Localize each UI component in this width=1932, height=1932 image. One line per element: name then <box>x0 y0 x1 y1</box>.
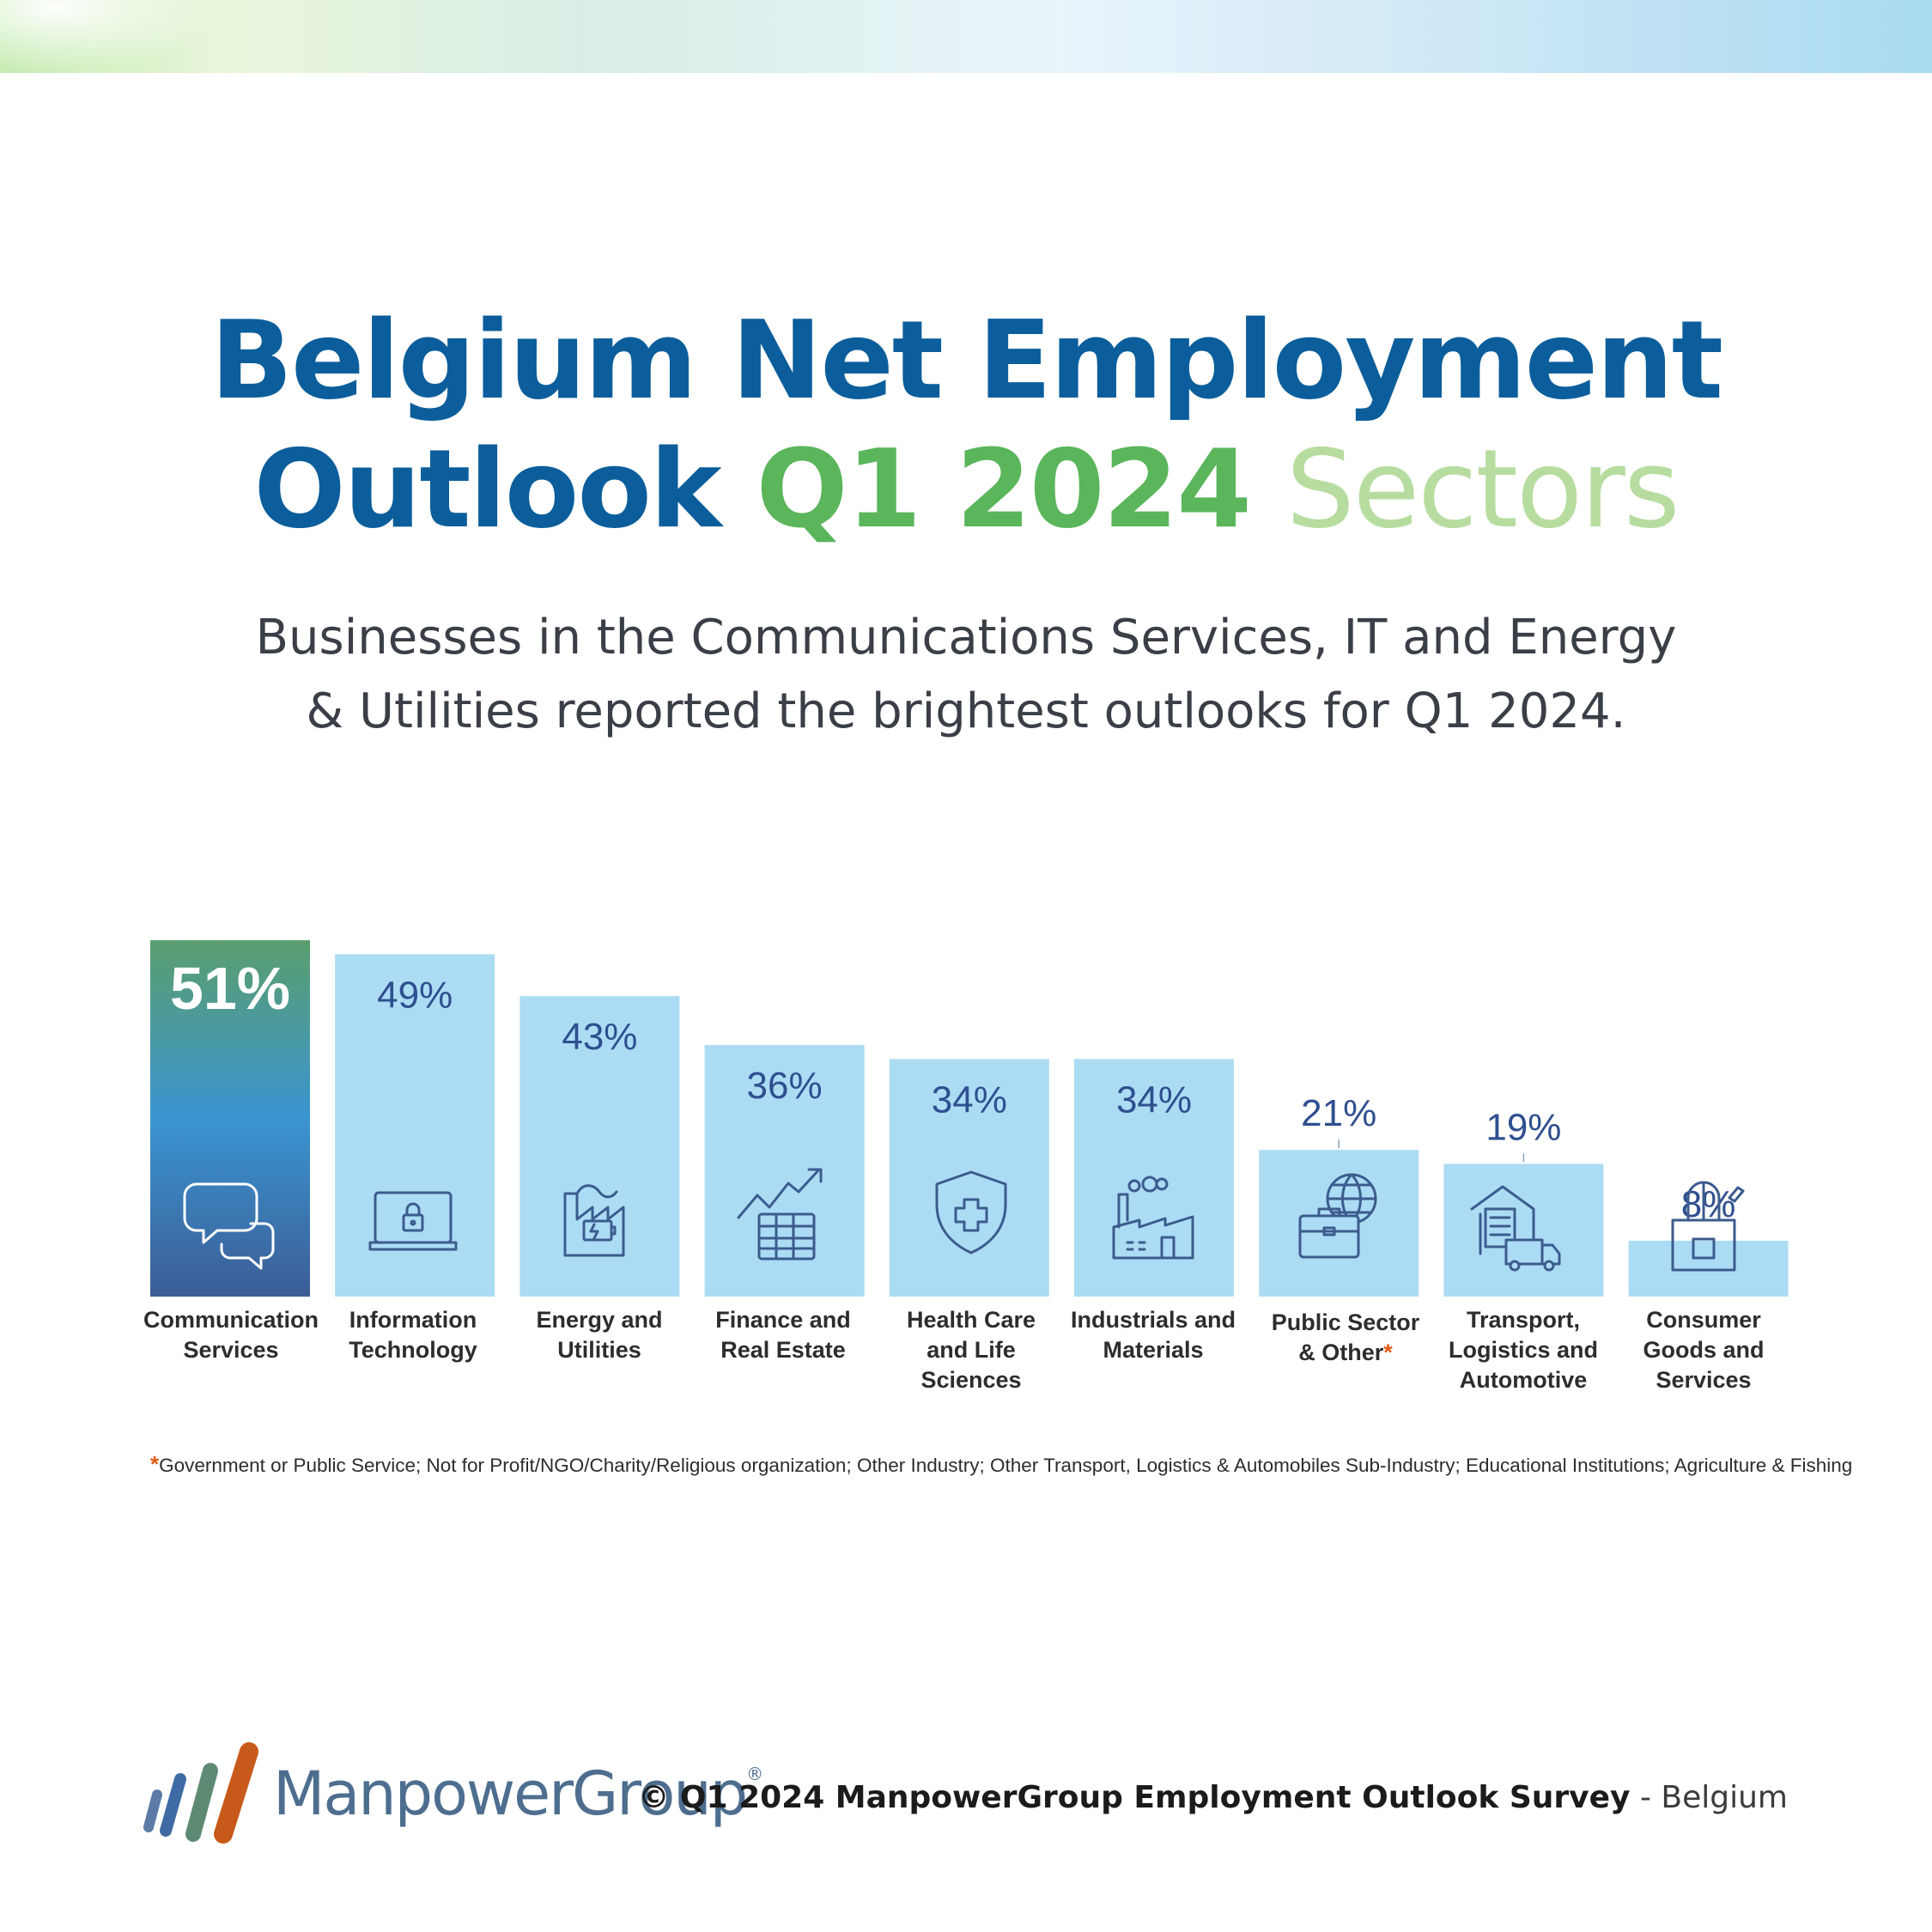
label-line: Services <box>1656 1367 1752 1393</box>
bar-value-label: 19% <box>1485 1106 1562 1149</box>
category-label-public-sector <box>1255 1308 1436 1368</box>
label-line: Industrials and <box>1070 1307 1236 1333</box>
footnote-text: Government or Public Service; Not for Profit/NGO/Charity/Religious organization; Other Industry; Other Transport, Logistics & Automobiles Sub-Industry; Educational Institutions; Agriculture & Fishing <box>159 1455 1853 1476</box>
label-line: Real Estate <box>720 1337 846 1363</box>
label-line: Communication <box>143 1307 319 1333</box>
footnote-asterisk: * <box>150 1451 160 1477</box>
label-line: Goods and <box>1643 1337 1765 1363</box>
registered-mark: ® <box>746 1764 764 1784</box>
label-line: Transport, <box>1466 1307 1581 1333</box>
bar-value-label: 51% <box>169 955 291 1022</box>
title-line-2 <box>0 425 1932 554</box>
label-line: Information <box>349 1307 477 1333</box>
label-text: & Other <box>1298 1340 1384 1365</box>
category-label-health-care <box>881 1305 1061 1395</box>
category-label-finance-real-estate <box>693 1305 873 1365</box>
label-line: Services <box>183 1337 279 1363</box>
bar-value-label: 49% <box>377 974 453 1017</box>
label-line: Materials <box>1103 1337 1204 1363</box>
bar-value-label: 34% <box>1115 1078 1193 1121</box>
label-line: Automotive <box>1459 1367 1588 1393</box>
bar-value-label: 43% <box>562 1016 638 1059</box>
title-sectors: Sectors <box>1285 426 1679 552</box>
category-label-industrials-materials <box>1063 1305 1243 1365</box>
subtitle-line-1: Businesses in the Communications Services, IT and Energy <box>255 610 1677 665</box>
title-line-1: Belgium Net Employment <box>210 297 1722 423</box>
label-line: Public Sector <box>1271 1309 1420 1335</box>
label-line: Logistics and <box>1448 1337 1599 1363</box>
label-line: Sciences <box>920 1367 1022 1393</box>
title-outlook: Outlook <box>253 426 720 552</box>
subtitle-line-2: & Utilities reported the brightest outlooks for Q1 2024. <box>306 683 1626 739</box>
page-title <box>0 296 1932 554</box>
category-label-transport <box>1433 1305 1613 1395</box>
top-gradient-band <box>0 0 1932 73</box>
label-line: Health Care <box>906 1307 1036 1333</box>
label-line: Consumer <box>1646 1307 1761 1333</box>
label-line <box>1255 1338 1436 1368</box>
category-label-energy-utilities <box>509 1305 690 1365</box>
label-line: and Life <box>927 1337 1016 1363</box>
bar-consumer-goods-and-services <box>1629 1241 1789 1297</box>
category-label-consumer-goods <box>1613 1305 1794 1395</box>
label-line: Technology <box>349 1337 477 1363</box>
footnote <box>150 1451 1853 1478</box>
category-label-communication-services <box>141 1305 321 1365</box>
label-line: Finance and <box>715 1307 851 1333</box>
copyright-country: - Belgium <box>1630 1780 1788 1815</box>
logo-text: ManpowerGroup <box>273 1759 747 1829</box>
bar-value-label: 8% <box>1680 1182 1736 1225</box>
bar-value-label: 21% <box>1301 1092 1377 1135</box>
bar-transport-logistics-and-automotive <box>1443 1163 1603 1297</box>
bar-value-label: 36% <box>746 1065 823 1108</box>
title-period: Q1 2024 <box>756 426 1250 552</box>
copyright-notice <box>638 1780 1788 1815</box>
label-line: Energy and <box>536 1307 663 1333</box>
label-line: Utilities <box>557 1337 641 1363</box>
category-label-information-technology <box>323 1305 503 1365</box>
subtitle <box>193 601 1739 749</box>
copyright-main: © Q1 2024 ManpowerGroup Employment Outlook Survey <box>638 1780 1631 1815</box>
footnote-asterisk: * <box>1383 1340 1393 1365</box>
bar-value-label: 34% <box>931 1078 1007 1121</box>
